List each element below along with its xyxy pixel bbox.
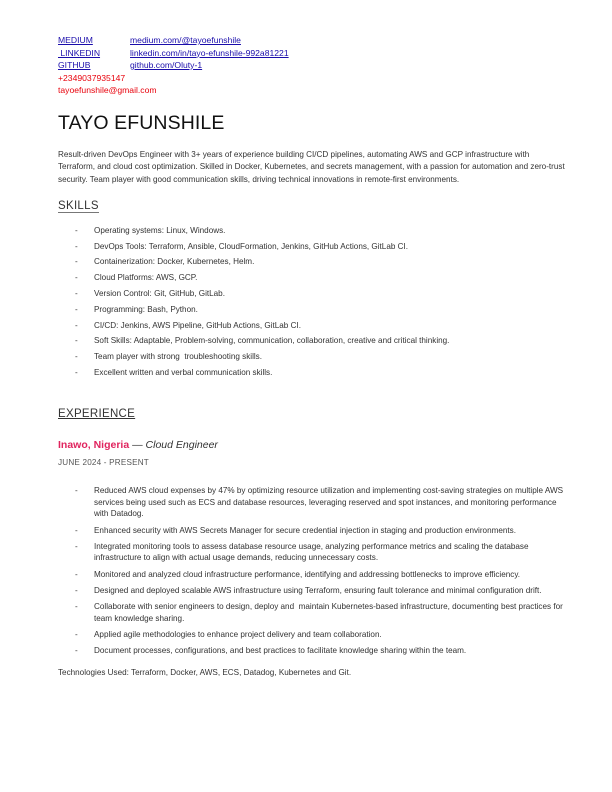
skill-text: Operating systems: Linux, Windows. <box>94 225 226 235</box>
experience-text: Reduced AWS cloud expenses by 47% by optimizing resource utilization and implementing cost-saving strategies on multiple AWS services being used such as ECS and database resources, leveraging reserved and spot instances, and monitoring performance with Datadog. <box>94 485 564 519</box>
skill-item <box>58 302 568 318</box>
bullet-dash: - <box>75 368 78 378</box>
skills-heading <box>58 199 568 213</box>
bullet-dash: - <box>75 569 78 579</box>
skill-item <box>58 318 568 334</box>
skills-heading-text: SKILLS <box>58 199 99 212</box>
company-role-separator: — <box>129 438 146 451</box>
experience-text: Applied agile methodologies to enhance project delivery and team collaboration. <box>94 629 382 639</box>
skill-text: Excellent written and verbal communication skills. <box>94 368 273 378</box>
medium-label[interactable]: MEDIUM <box>58 35 93 45</box>
experience-text: Collaborate with senior engineers to design, deploy and maintain Kubernetes-based infrastructure, documenting best practices for team knowledge sharing. <box>94 601 566 623</box>
experience-text: Integrated monitoring tools to assess database resource usage, analyzing performance metrics and scaling the database infrastructure to align with actual usage demands, reducing unnecessary costs. <box>94 541 529 563</box>
skill-text: Soft Skills: Adaptable, Problem-solving, communication, collaboration, creative and critical thinking. <box>94 336 450 346</box>
linkedin-link[interactable]: linkedin.com/in/tayo-efunshile-992a81221 <box>130 47 289 58</box>
experience-item <box>58 525 568 537</box>
bullet-dash: - <box>75 320 78 330</box>
bullet-dash: - <box>75 336 78 346</box>
company-name: Inawo, Nigeria <box>58 438 130 451</box>
job-header <box>58 439 568 452</box>
technologies-used: Technologies Used: Terraform, Docker, AWS, ECS, Datadog, Kubernetes and Git. <box>58 667 352 677</box>
skill-text: DevOps Tools: Terraform, Ansible, CloudFormation, Jenkins, GitHub Actions, GitLab CI. <box>94 241 408 251</box>
link-row-medium <box>58 34 568 47</box>
experience-text: Enhanced security with AWS Secrets Manager for secure credential injection in staging and production environments. <box>94 525 516 535</box>
github-label[interactable]: GITHUB <box>58 60 91 70</box>
bullet-dash: - <box>75 525 78 535</box>
experience-text: Monitored and analyzed cloud infrastructure performance, identifying and addressing bottlenecks to improve efficiency. <box>94 569 521 579</box>
experience-item <box>58 601 568 625</box>
skill-text: Version Control: Git, GitHub, GitLab. <box>94 289 225 299</box>
bullet-dash: - <box>75 257 78 267</box>
bullet-dash: - <box>75 585 78 595</box>
bullet-dash: - <box>75 629 78 639</box>
link-row-linkedin <box>58 47 568 60</box>
skill-text: CI/CD: Jenkins, AWS Pipeline, GitHub Actions, GitLab CI. <box>94 320 301 330</box>
experience-text: Designed and deployed scalable AWS infrastructure using Terraform, ensuring fault tolerance and minimal configuration drift. <box>94 585 542 595</box>
resume-page <box>58 34 568 679</box>
bullet-dash: - <box>75 601 78 611</box>
bullet-dash: - <box>75 289 78 299</box>
skills-list <box>58 223 568 381</box>
linkedin-label[interactable]: LINKEDIN <box>58 47 101 58</box>
email-address[interactable]: tayoefunshile@gmail.com <box>58 85 157 95</box>
skill-item <box>58 239 568 255</box>
skill-text: Cloud Platforms: AWS, GCP. <box>94 273 198 283</box>
experience-item <box>58 569 568 581</box>
github-link[interactable]: github.com/Oluty-1 <box>130 60 203 70</box>
candidate-name: TAYO EFUNSHILE <box>58 111 225 134</box>
skill-text: Team player with strong troubleshooting skills. <box>94 352 262 362</box>
bullet-dash: - <box>75 352 78 362</box>
skill-text: Containerization: Docker, Kubernetes, Helm. <box>94 257 255 267</box>
bullet-dash: - <box>75 241 78 251</box>
experience-item <box>58 485 568 520</box>
summary-paragraph: Result-driven DevOps Engineer with 3+ years of experience building CI/CD pipelines, automating AWS and GCP infrastructure with Terraform, and cloud cost optimization. Skilled in Docker, Kubernetes, and secrets management, with a passion for automation and zero-trust security. Team player with good communication skills, driving technical innovations in remote-first environments. <box>58 149 565 185</box>
medium-link[interactable]: medium.com/@tayoefunshile <box>130 35 241 45</box>
job-period: JUNE 2024 - PRESENT <box>58 457 149 467</box>
bullet-dash: - <box>75 304 78 314</box>
bullet-dash: - <box>75 541 78 551</box>
bullet-dash: - <box>75 485 78 495</box>
links-block <box>58 34 568 97</box>
bullet-dash: - <box>75 225 78 235</box>
link-row-github <box>58 59 568 72</box>
skill-item <box>58 223 568 239</box>
experience-bullets <box>58 485 568 657</box>
bullet-dash: - <box>75 273 78 283</box>
skill-item <box>58 254 568 270</box>
skill-item <box>58 270 568 286</box>
skill-item <box>58 349 568 365</box>
skill-item <box>58 365 568 381</box>
experience-heading: EXPERIENCE <box>58 407 136 420</box>
skill-item <box>58 333 568 349</box>
phone-number: +2349037935147 <box>58 72 126 83</box>
experience-item <box>58 541 568 565</box>
experience-text: Document processes, configurations, and best practices to facilitate knowledge sharing within the team. <box>94 645 467 655</box>
bullet-dash: - <box>75 645 78 655</box>
skill-text: Programming: Bash, Python. <box>94 304 198 314</box>
skill-item <box>58 286 568 302</box>
experience-item <box>58 629 568 641</box>
experience-item <box>58 645 568 657</box>
experience-item <box>58 585 568 597</box>
job-role: Cloud Engineer <box>145 438 218 451</box>
